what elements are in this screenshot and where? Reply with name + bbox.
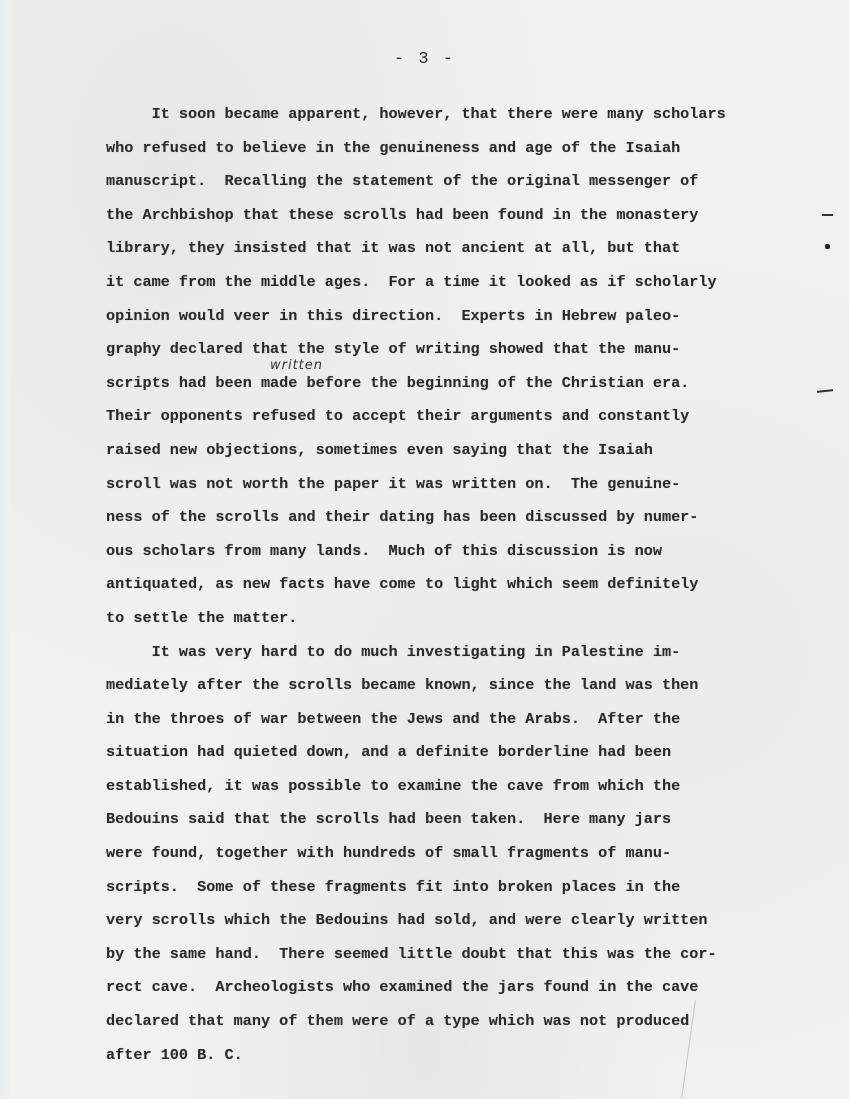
text-line: in the throes of war between the Jews and the Arabs. After the (106, 709, 681, 728)
text-line: Bedouins said that the scrolls had been taken. Here many jars (106, 810, 672, 829)
text-line: after 100 B. C. (106, 1045, 243, 1064)
text-line: It soon became apparent, however, that there were many scholars (106, 105, 726, 123)
text-line: scripts. Some of these fragments fit into broken places in the (106, 877, 681, 896)
text-line: very scrolls which the Bedouins had sold, and were clearly written (106, 911, 708, 930)
text-line: established, it was possible to examine the cave from which the (106, 776, 681, 795)
text-line: it came from the middle ages. For a time it looked as if scholarly (106, 272, 717, 291)
text-line: mediately after the scrolls became known, since the land was then (106, 676, 699, 695)
text-line: ous scholars from many lands. Much of this discussion is now (106, 541, 662, 560)
text-line: scripts had been made before the beginning of the Christian era. (106, 373, 690, 392)
text-line: graphy declared that the style of writing showed that the manu- (106, 340, 681, 359)
text-line: situation had quieted down, and a definite borderline had been (106, 743, 672, 762)
text-line: Their opponents refused to accept their arguments and constantly (106, 407, 690, 426)
text-line: were found, together with hundreds of small fragments of manu- (106, 844, 672, 863)
text-line: who refused to believe in the genuineness and age of the Isaiah (106, 138, 681, 157)
text-line: by the same hand. There seemed little doubt that this was the cor- (106, 944, 717, 963)
text-line: manuscript. Recalling the statement of the original messenger of (106, 172, 699, 191)
margin-mark (822, 214, 833, 216)
body-text (106, 98, 806, 1072)
margin-mark (817, 389, 833, 393)
text-line: It was very hard to do much investigating in Palestine im- (106, 642, 681, 661)
margin-dot (825, 244, 830, 249)
text-line: rect cave. Archeologists who examined the jars found in the cave (106, 978, 699, 997)
text-line: scroll was not worth the paper it was written on. The genuine- (106, 474, 681, 493)
text-line: library, they insisted that it was not ancient at all, but that (106, 239, 681, 258)
text-line: declared that many of them were of a type which was not produced (106, 1012, 690, 1031)
scan-edge (0, 0, 10, 1099)
text-line: ness of the scrolls and their dating has been discussed by numer- (106, 508, 699, 527)
text-line: antiquated, as new facts have come to light which seem definitely (106, 575, 699, 594)
text-line: the Archbishop that these scrolls had been found in the monastery (106, 205, 699, 224)
page-number: - 3 - (393, 50, 455, 69)
text-line: opinion would veer in this direction. Experts in Hebrew paleo- (106, 306, 681, 325)
text-line: to settle the matter. (106, 608, 298, 627)
text-line: raised new objections, sometimes even saying that the Isaiah (106, 440, 653, 459)
handwritten-correction: written (270, 358, 324, 373)
